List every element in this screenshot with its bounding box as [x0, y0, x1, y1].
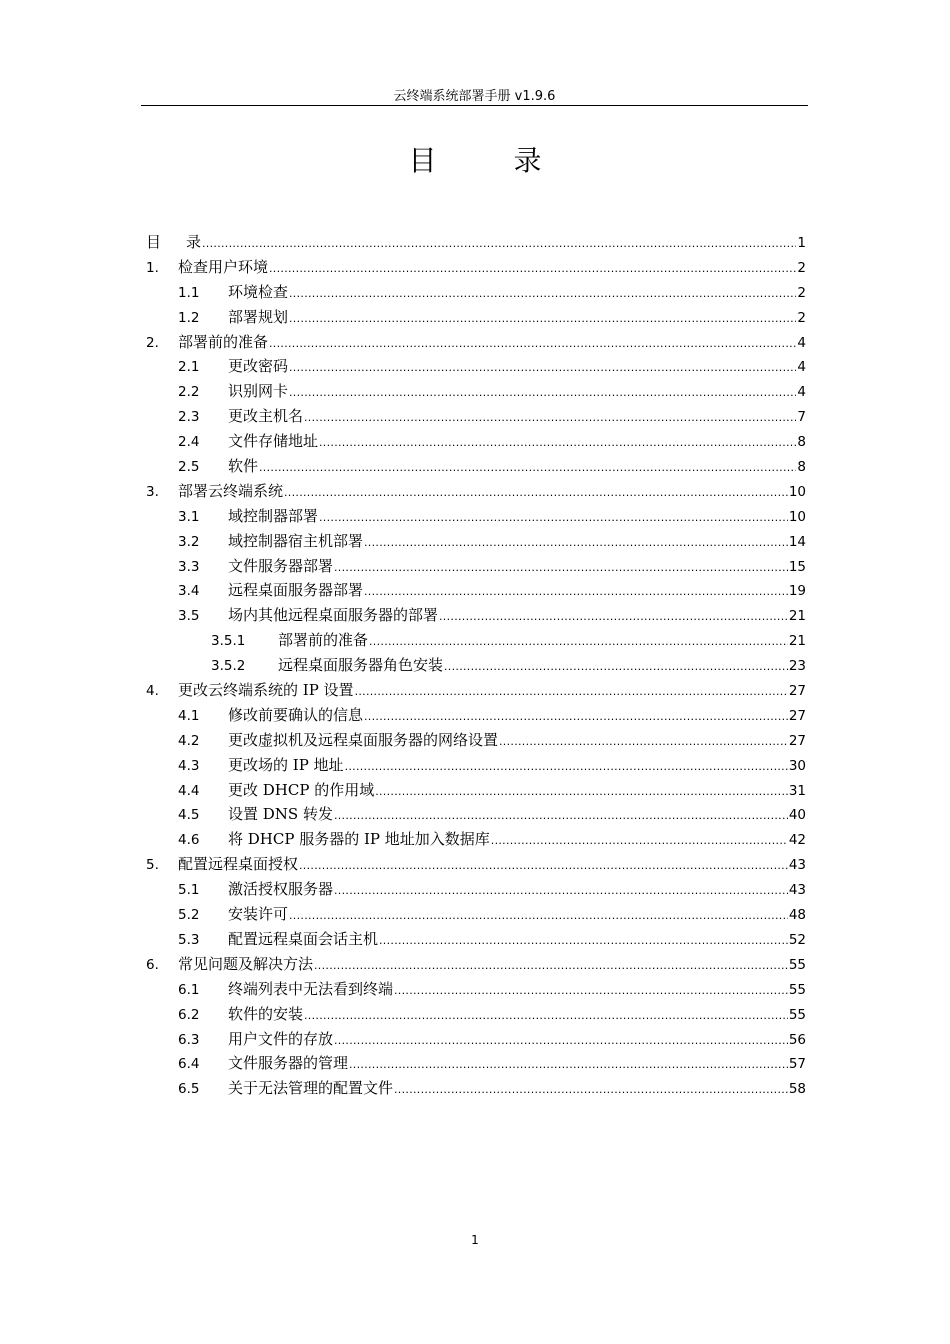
toc-entry[interactable]: [146, 827, 806, 852]
toc-entry-title: 检查用户环境: [178, 257, 269, 276]
toc-entry-title: 文件服务器部署: [228, 556, 334, 575]
toc-entry-number: 4.1: [178, 707, 200, 724]
toc-entry-title: 部署云终端系统: [178, 481, 284, 500]
toc-leader-dots: [394, 1078, 788, 1103]
toc-entry-page: 43: [788, 857, 806, 874]
toc-leader-dots: [304, 1004, 788, 1029]
toc-entry-number: 4.5: [178, 807, 200, 824]
toc-entry-page: 30: [788, 757, 806, 774]
toc-entry-page: 55: [788, 956, 806, 973]
toc-entry-title: 将 DHCP 服务器的 IP 地址加入数据库: [228, 830, 490, 849]
toc-entry-page: 52: [788, 931, 806, 948]
toc-entry-number: 6.5: [178, 1081, 200, 1098]
toc-leader-dots: [364, 705, 788, 730]
toc-entry-page: 4: [797, 359, 806, 376]
toc-entry-title: 终端列表中无法看到终端: [228, 979, 394, 998]
toc-entry[interactable]: [146, 230, 806, 255]
toc-entry-number: 4.4: [178, 782, 200, 799]
toc-entry-title: 文件服务器的管理: [228, 1054, 349, 1073]
toc-entry[interactable]: [146, 778, 806, 803]
toc-leader-dots: [299, 854, 788, 879]
toc-entry-number: 4.: [146, 683, 159, 700]
toc-entry-title: 配置远程桌面授权: [178, 855, 299, 874]
toc-entry-number: 3.1: [178, 508, 200, 525]
toc-entry-number: 6.1: [178, 981, 200, 998]
toc-entry-number: 5.3: [178, 931, 200, 948]
toc-leader-dots: [364, 580, 788, 605]
toc-entry-title: 更改 DHCP 的作用域: [228, 780, 375, 799]
toc-leader-dots: [334, 804, 788, 829]
toc-entry-page: 15: [788, 558, 806, 575]
toc-entry-page: 48: [788, 907, 806, 924]
toc-leader-dots: [375, 780, 788, 805]
toc-entry[interactable]: [146, 877, 806, 902]
toc-entry-number: 3.4: [178, 583, 200, 600]
toc-entry-page: 21: [788, 608, 806, 625]
toc-entry-page: 57: [788, 1056, 806, 1073]
toc-entry[interactable]: [146, 330, 806, 355]
toc-leader-dots: [319, 506, 788, 531]
toc-entry-number: 6.: [146, 956, 159, 973]
toc-entry-number: 4.3: [178, 757, 200, 774]
toc-leader-dots: [394, 979, 788, 1004]
toc-entry[interactable]: [146, 454, 806, 479]
page-number: 1: [471, 1233, 479, 1247]
toc-entry-page: 58: [788, 1081, 806, 1098]
toc-entry-title: 软件的安装: [228, 1004, 304, 1023]
toc-entry-page: 8: [797, 459, 806, 476]
toc-entry-title: 更改云终端系统的 IP 设置: [178, 681, 354, 700]
toc-entry-page: 42: [788, 832, 806, 849]
toc-leader-dots: [259, 456, 796, 481]
toc-entry[interactable]: [146, 927, 806, 952]
toc-entry-number: 2.: [146, 334, 159, 351]
toc-leader-dots: [369, 630, 788, 655]
toc-entry-title: 部署规划: [228, 307, 289, 326]
toc-entry-title: 关于无法管理的配置文件: [228, 1079, 394, 1098]
running-header: 云终端系统部署手册 v1.9.6: [393, 89, 556, 104]
toc-entry[interactable]: [146, 653, 806, 678]
toc-entry[interactable]: [146, 1002, 806, 1027]
toc-entry-number: 4.6: [178, 832, 200, 849]
toc-entry-page: 2: [797, 309, 806, 326]
toc-leader-dots: [314, 954, 788, 979]
toc-leader-dots: [349, 1053, 788, 1078]
toc-entry-page: 8: [797, 434, 806, 451]
toc-entry-title: 远程桌面服务器角色安装: [278, 656, 444, 675]
toc-entry-page: 23: [788, 658, 806, 675]
toc-entry-page: 40: [788, 807, 806, 824]
toc-leader-dots: [364, 531, 788, 556]
toc-entry-page: 7: [797, 409, 806, 426]
toc-leader-dots: [202, 232, 796, 257]
toc-entry[interactable]: [146, 578, 806, 603]
toc-entry-title: 录: [186, 233, 202, 251]
toc-leader-dots: [439, 605, 788, 630]
toc-entry-title: 常见问题及解决方法: [178, 954, 314, 973]
toc-leader-dots: [334, 1029, 788, 1054]
toc-entry-page: 10: [788, 483, 806, 500]
toc-entry-page: 56: [788, 1031, 806, 1048]
toc-entry-title: 修改前要确认的信息: [228, 705, 364, 724]
toc-entry[interactable]: [146, 728, 806, 753]
toc-entry[interactable]: [146, 1051, 806, 1076]
toc-entry[interactable]: [146, 429, 806, 454]
toc-entry[interactable]: [146, 802, 806, 827]
toc-entry-page: 14: [788, 533, 806, 550]
toc-leader-dots: [269, 257, 796, 282]
toc-entry[interactable]: [146, 504, 806, 529]
toc-entry[interactable]: [146, 703, 806, 728]
toc-entry-number: 2.4: [178, 434, 200, 451]
toc-entry-number: 目: [146, 233, 162, 251]
toc-entry-number: 5.1: [178, 882, 200, 899]
toc-entry-page: 4: [797, 334, 806, 351]
toc-entry[interactable]: [146, 1076, 806, 1101]
toc-entry-title: 识别网卡: [228, 382, 289, 401]
toc-leader-dots: [334, 879, 788, 904]
toc-entry-title: 域控制器宿主机部署: [228, 531, 364, 550]
toc-leader-dots: [379, 929, 788, 954]
toc-entry-number: 2.1: [178, 359, 200, 376]
toc-entry[interactable]: [146, 354, 806, 379]
toc-entry-title: 远程桌面服务器部署: [228, 581, 364, 600]
toc-leader-dots: [284, 481, 788, 506]
toc-entry[interactable]: [146, 753, 806, 778]
toc-leader-dots: [289, 356, 796, 381]
toc-entry-number: 6.2: [178, 1006, 200, 1023]
toc-entry[interactable]: [146, 1027, 806, 1052]
toc-entry-number: 2.5: [178, 459, 200, 476]
toc-title: 目 录: [408, 144, 576, 177]
toc-entry[interactable]: [146, 628, 806, 653]
toc-entry-title: 激活授权服务器: [228, 880, 334, 899]
toc-entry-page: 2: [797, 284, 806, 301]
toc-entry-page: 21: [788, 633, 806, 650]
toc-leader-dots: [289, 307, 796, 332]
toc-entry[interactable]: [146, 952, 806, 977]
toc-entry-number: 1.: [146, 259, 159, 276]
toc-entry-number: 6.4: [178, 1056, 200, 1073]
table-of-contents: [146, 230, 806, 1101]
toc-entry-title: 部署前的准备: [278, 631, 369, 650]
toc-leader-dots: [304, 406, 796, 431]
toc-entry-number: 3.5.2: [211, 658, 246, 675]
toc-entry-page: 43: [788, 882, 806, 899]
toc-leader-dots: [289, 904, 788, 929]
toc-entry-title: 文件存储地址: [228, 432, 319, 451]
header-rule: [141, 105, 808, 106]
toc-entry-title: 软件: [228, 457, 259, 476]
toc-entry-page: 55: [788, 981, 806, 998]
toc-leader-dots: [289, 282, 796, 307]
toc-leader-dots: [345, 755, 788, 780]
toc-entry-number: 6.3: [178, 1031, 200, 1048]
toc-entry-number: 1.1: [178, 284, 200, 301]
toc-entry-page: 31: [788, 782, 806, 799]
toc-entry[interactable]: [146, 554, 806, 579]
toc-entry-page: 4: [797, 384, 806, 401]
toc-entry-number: 5.2: [178, 907, 200, 924]
toc-entry-title: 安装许可: [228, 905, 289, 924]
toc-entry[interactable]: [146, 479, 806, 504]
toc-entry-number: 3.3: [178, 558, 200, 575]
toc-entry-page: 27: [788, 732, 806, 749]
toc-entry-page: 27: [788, 683, 806, 700]
toc-entry-number: 3.5.1: [211, 633, 246, 650]
toc-entry-number: 3.5: [178, 608, 200, 625]
toc-entry-page: 10: [788, 508, 806, 525]
toc-entry-number: 3.: [146, 483, 159, 500]
toc-entry[interactable]: [146, 404, 806, 429]
toc-entry-title: 域控制器部署: [228, 506, 319, 525]
toc-entry-title: 场内其他远程桌面服务器的部署: [228, 606, 439, 625]
toc-leader-dots: [444, 655, 788, 680]
toc-entry[interactable]: [146, 603, 806, 628]
toc-leader-dots: [269, 332, 796, 357]
toc-entry-number: 1.2: [178, 309, 200, 326]
toc-leader-dots: [491, 829, 788, 854]
toc-entry-title: 更改密码: [228, 357, 289, 376]
toc-entry-title: 配置远程桌面会话主机: [228, 929, 379, 948]
toc-leader-dots: [289, 381, 796, 406]
toc-leader-dots: [334, 556, 788, 581]
toc-entry-title: 更改场的 IP 地址: [228, 755, 344, 774]
toc-entry[interactable]: [146, 379, 806, 404]
toc-entry-number: 4.2: [178, 732, 200, 749]
toc-entry[interactable]: [146, 902, 806, 927]
toc-leader-dots: [499, 730, 788, 755]
toc-entry[interactable]: [146, 852, 806, 877]
toc-entry-title: 部署前的准备: [178, 332, 269, 351]
toc-entry[interactable]: [146, 305, 806, 330]
toc-entry-title: 更改虚拟机及远程桌面服务器的网络设置: [228, 730, 499, 749]
toc-entry-page: 1: [797, 235, 806, 251]
toc-entry-number: 3.2: [178, 533, 200, 550]
toc-entry[interactable]: [146, 977, 806, 1002]
toc-entry-page: 55: [788, 1006, 806, 1023]
toc-entry[interactable]: [146, 280, 806, 305]
toc-entry-title: 设置 DNS 转发: [228, 805, 333, 824]
toc-entry-title: 更改主机名: [228, 407, 304, 426]
toc-entry-number: 2.3: [178, 409, 200, 426]
toc-entry-page: 19: [788, 583, 806, 600]
toc-entry-title: 环境检查: [228, 282, 289, 301]
toc-entry-title: 用户文件的存放: [228, 1029, 334, 1048]
toc-entry-number: 2.2: [178, 384, 200, 401]
toc-leader-dots: [355, 680, 788, 705]
toc-leader-dots: [319, 431, 796, 456]
toc-entry[interactable]: [146, 529, 806, 554]
toc-entry[interactable]: [146, 678, 806, 703]
toc-entry-number: 5.: [146, 857, 159, 874]
toc-entry[interactable]: [146, 255, 806, 280]
toc-entry-page: 2: [797, 259, 806, 276]
toc-entry-page: 27: [788, 707, 806, 724]
